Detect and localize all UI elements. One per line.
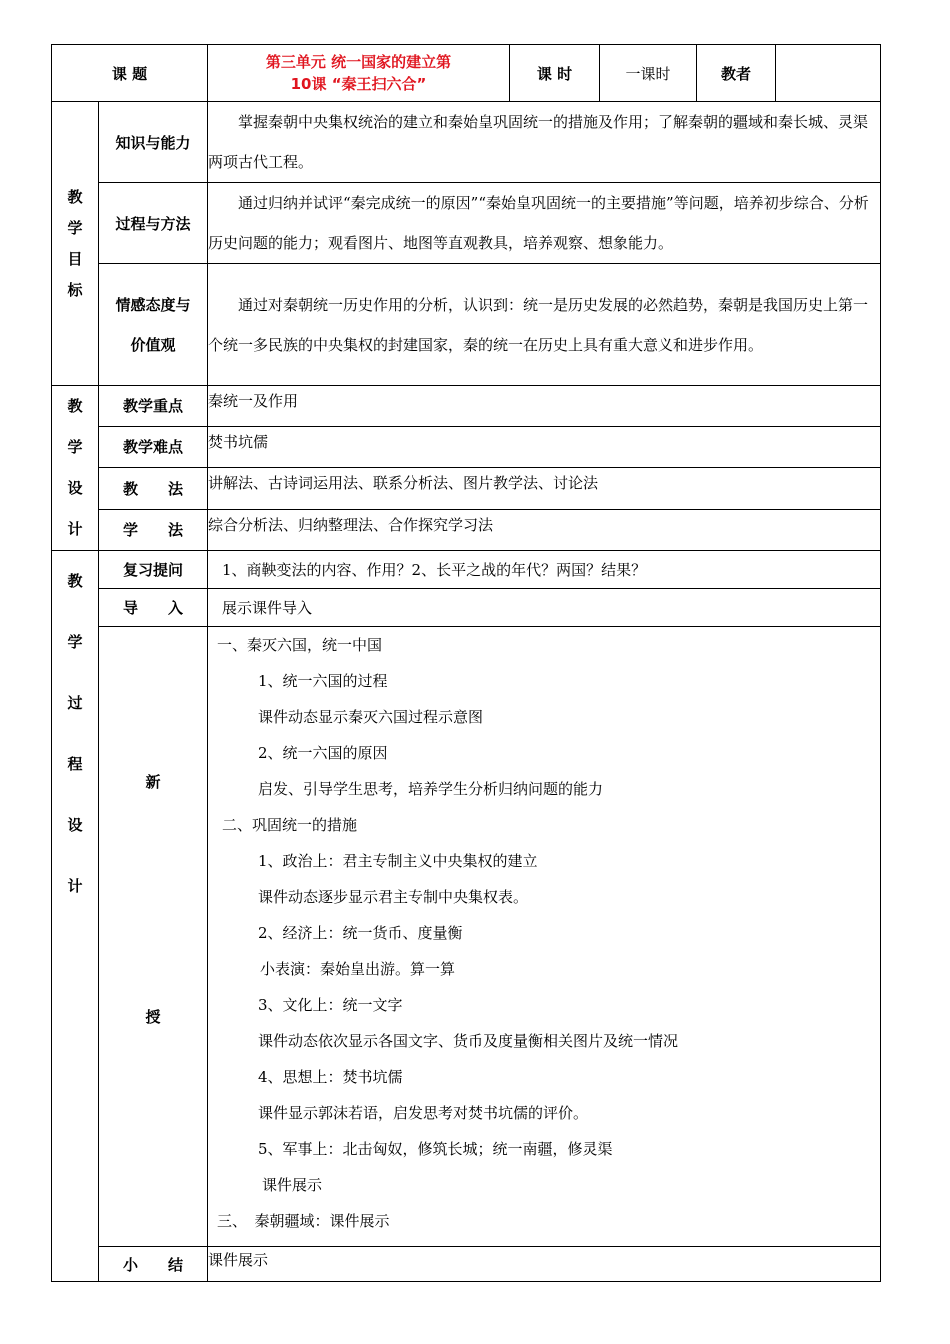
objective-label: 情感态度与 价值观 [99,264,208,386]
content-line: 课件展示 [262,1176,323,1194]
lesson-title-line2: 10课 “秦王扫六合” [290,75,427,93]
process-group-label [52,551,99,1282]
objective-label: 知识与能力 [99,102,208,183]
content-line: 课件动态依次显示各国文字、货币及度量衡相关图片及统一情况 [258,1032,679,1050]
summary-text: 课件展示 [208,1247,881,1282]
review-label: 复习提问 [99,551,208,589]
content-line: 5、军事上：北击匈奴，修筑长城；统一南疆，修灵渠 [258,1140,613,1158]
lesson-title-line1: 第三单元 统一国家的建立第 [265,53,452,71]
content-line: 2、经济上：统一货币、度量衡 [258,924,463,942]
content-line: 一、秦灭六国，统一中国 [217,636,383,654]
design-group-label [52,386,99,551]
lesson-plan-table [51,44,881,1282]
group-char: 设 [67,816,83,834]
objective-text: 通过归纳并试评“秦完成统一的原因”“秦始皇巩固统一的主要措施”等问题，培养初步综合、分析历史问题的能力；观看图片、地图等直观教具，培养观察、想象能力。 [208,183,881,264]
process-row-review [52,551,881,589]
process-row-intro [52,589,881,627]
design-text: 焚书坑儒 [208,426,881,467]
group-char: 设 [67,479,83,497]
content-line: 课件动态显示秦灭六国过程示意图 [258,708,484,726]
group-char: 计 [67,877,83,895]
header-row [52,45,881,102]
teacher-label: 教者 [697,45,776,102]
content-line: 三、 秦朝疆域：课件展示 [217,1212,390,1230]
content-line: 2、统一六国的原因 [258,744,388,762]
objective-row [52,264,881,386]
new-teaching-label [99,627,208,1247]
objective-text: 通过对秦朝统一历史作用的分析，认识到：统一是历史发展的必然趋势，秦朝是我国历史上第一个统一多民族的中央集权的封建国家，秦的统一在历史上具有重大意义和进步作用。 [208,264,881,386]
new-teaching-content [208,627,881,1247]
content-line: 启发、引导学生思考，培养学生分析归纳问题的能力 [258,780,604,798]
process-row-new [52,627,881,1247]
lesson-title [208,45,510,102]
hours-label: 课 时 [510,45,600,102]
group-char: 过 [67,694,83,712]
objective-row [52,102,881,183]
objective-label: 过程与方法 [99,183,208,264]
design-row [52,386,881,427]
design-row [52,467,881,509]
new-label-char: 新 [145,773,161,791]
design-text: 秦统一及作用 [208,386,881,427]
design-row [52,509,881,550]
content-line: 1、政治上：君主专制主义中央集权的建立 [258,852,538,870]
design-row [52,426,881,467]
group-char: 目 [67,249,83,268]
teacher-value [776,45,881,102]
content-line: 小表演：秦始皇出游。算一算 [260,960,456,978]
objective-text: 掌握秦朝中央集权统治的建立和秦始皇巩固统一的措施及作用；了解秦朝的疆域和秦长城、灵渠两项古代工程。 [208,102,881,183]
design-label: 学 法 [99,509,208,550]
group-char: 计 [67,520,83,538]
topic-label: 课 题 [52,45,208,102]
content-line: 1、统一六国的过程 [258,672,388,690]
group-char: 教 [67,397,83,415]
content-line: 4、思想上：焚书坑儒 [258,1068,403,1086]
design-label: 教学重点 [99,386,208,427]
group-char: 教 [67,187,83,206]
design-label: 教学难点 [99,426,208,467]
group-char: 学 [67,438,83,456]
content-line: 课件动态逐步显示君主专制中央集权表。 [258,888,529,906]
group-char: 标 [67,280,83,299]
content-line: 课件显示郭沫若语，启发思考对焚书坑儒的评价。 [258,1104,589,1122]
intro-text: 展示课件导入 [208,589,881,627]
group-char: 学 [67,218,83,237]
intro-label: 导 入 [99,589,208,627]
objectives-group-label [52,102,99,386]
hours-value: 一课时 [600,45,697,102]
summary-label: 小 结 [99,1247,208,1282]
content-line: 3、文化上：统一文字 [258,996,403,1014]
new-label-char: 授 [145,1008,161,1026]
design-text: 讲解法、古诗词运用法、联系分析法、图片教学法、讨论法 [208,467,881,509]
group-char: 教 [67,572,83,590]
group-char: 学 [67,633,83,651]
content-line: 二、巩固统一的措施 [222,816,358,834]
objective-row [52,183,881,264]
design-label: 教 法 [99,467,208,509]
group-char: 程 [67,755,83,773]
review-text: 1、商鞅变法的内容、作用？2、长平之战的年代？两国？结果？ [208,551,881,589]
process-row-summary [52,1247,881,1282]
design-text: 综合分析法、归纳整理法、合作探究学习法 [208,509,881,550]
